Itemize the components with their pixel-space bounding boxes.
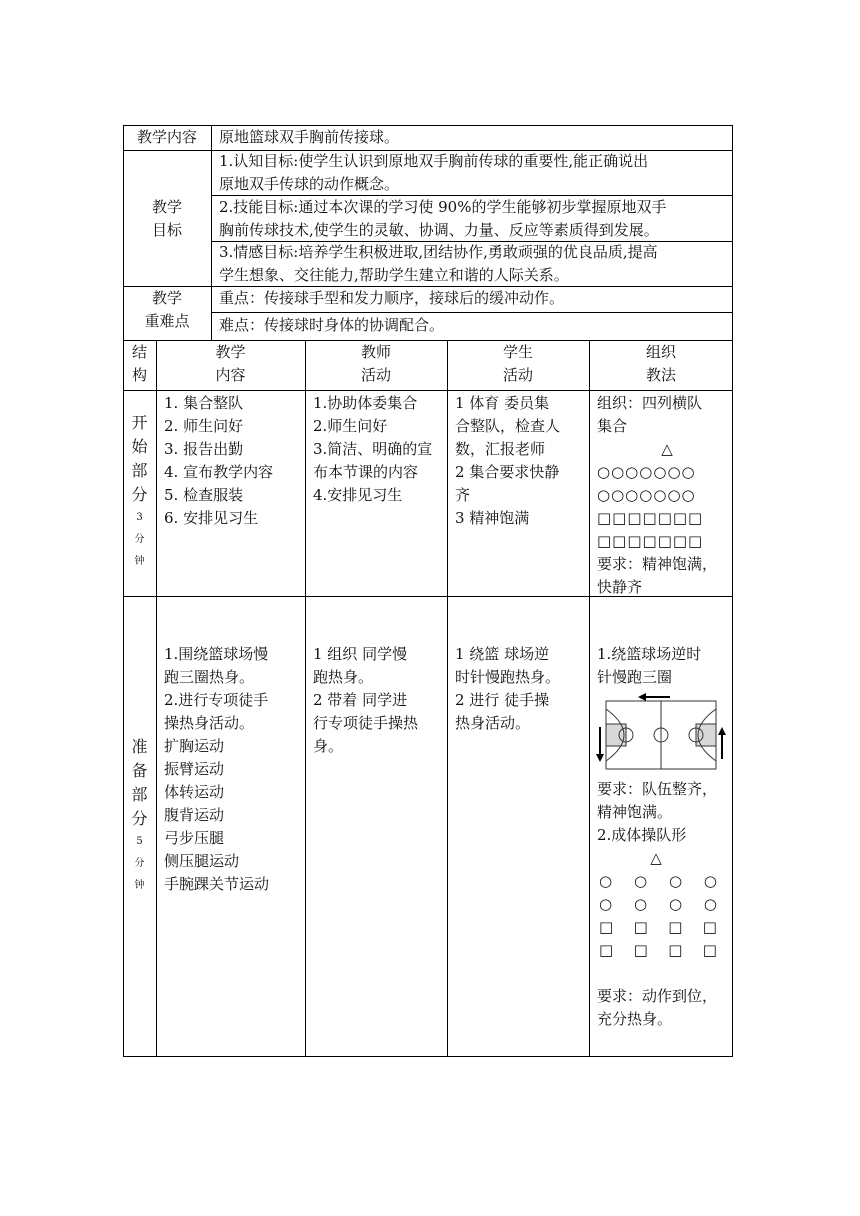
- key-point: 重点：传接球手型和发力顺序，接球后的缓冲动作。: [219, 289, 565, 307]
- col-header-structure: 结 构: [131, 343, 147, 384]
- section2-content: 1.围绕篮球场慢 跑三圈热身。 2.进行专项徒手 操热身活动。 扩胸运动 振臂运动 体转运动 腹背运动 弓步压腿 侧压腿运动 手腕踝关节运动: [164, 645, 270, 893]
- col-divider: [305, 340, 306, 1057]
- basketball-court-diagram: [594, 693, 728, 777]
- section2-student: 1 绕篮 球场逆 时针慢跑热身。 2 进行 徒手操 热身活动。: [455, 645, 561, 732]
- section1-org: 组织：四列横队 集合 △ ○○○○○○○ ○○○○○○○ □□□□□□□ □□□□□□□ 要求：精神饱满， 快静齐: [597, 392, 729, 599]
- col-divider: [156, 340, 157, 1057]
- teacher-position-mark: △: [650, 849, 662, 867]
- col-divider: [589, 340, 590, 1057]
- goal-affective: 3.情感目标:培养学生积极进取,团结协作,勇敢顽强的优良品质,提高 学生想象、交往能力,帮助学生建立和谐的人际关系。: [219, 243, 658, 284]
- formation-row: ○○○○○○○: [597, 463, 696, 481]
- formation-row: ○ ○ ○ ○: [599, 895, 717, 913]
- section2-name: 准 备 部 分 5 分 钟: [131, 737, 148, 891]
- formation-row: ○○○○○○○: [597, 486, 696, 504]
- goal-skill: 2.技能目标:通过本次课的学习使 90%的学生能够初步掌握原地双手 胸前传球技术,使学生的灵敏、协调、力量、反应等素质得到发展。: [219, 198, 667, 239]
- col-header-teacher: 教师 活动: [360, 343, 391, 384]
- content-label: 教学内容: [136, 128, 197, 146]
- goal-cognitive: 1.认知目标:使学生认识到原地双手胸前传球的重要性,能正确说出 原地双手传球的动作概念。: [219, 152, 649, 193]
- key-label: 教学 重难点: [144, 289, 190, 330]
- formation-row: □□□□□□□: [597, 532, 704, 550]
- formation-row: □□□□□□□: [597, 509, 704, 527]
- section2-teacher: 1 组织 同学慢 跑热身。 2 带着 同学进 行专项徒手操热 身。: [313, 645, 419, 755]
- section1-student: 1 体育 委员集 合整队，检查人 数，汇报老师 2 集合要求快静 齐 3 精神饱满: [455, 394, 561, 527]
- section1-content: 1. 集合整队 2. 师生问好 3. 报告出勤 4. 宣布教学内容 5. 检查服装 6. 安排见习生: [164, 394, 274, 527]
- section2-org-requirement2: 要求：动作到位， 充分热身。: [597, 987, 718, 1028]
- formation-row: □ □ □ □: [599, 941, 717, 959]
- row-divider: [211, 312, 733, 313]
- formation-row: □ □ □ □: [599, 918, 717, 936]
- col-divider: [211, 125, 212, 340]
- col-header-content: 教学 内容: [215, 343, 246, 384]
- section1-name: 开 始 部 分 3 分 钟: [131, 413, 148, 567]
- difficult-point: 难点：传接球时身体的协调配合。: [219, 316, 445, 334]
- col-divider: [447, 340, 448, 1057]
- col-header-student: 学生 活动: [502, 343, 533, 384]
- col-header-org: 组织 教法: [645, 343, 676, 384]
- teacher-position-mark: △: [661, 440, 673, 458]
- formation-row: ○ ○ ○ ○: [599, 872, 717, 890]
- section2-org-requirement: 要求：队伍整齐， 精神饱满。 2.成体操队形 △: [597, 778, 717, 870]
- goals-label: 教学 目标: [151, 198, 182, 239]
- row-divider: [123, 390, 733, 391]
- section1-teacher: 1.协助体委集合 2.师生问好 3.简洁、明确的宣 布本节课的内容 4.安排见习生: [313, 394, 433, 504]
- section2-org-intro: 1.绕篮球场逆时 针慢跑三圈: [597, 645, 702, 686]
- content-value: 原地篮球双手胸前传接球。: [219, 128, 400, 146]
- section2-formation: [599, 870, 717, 962]
